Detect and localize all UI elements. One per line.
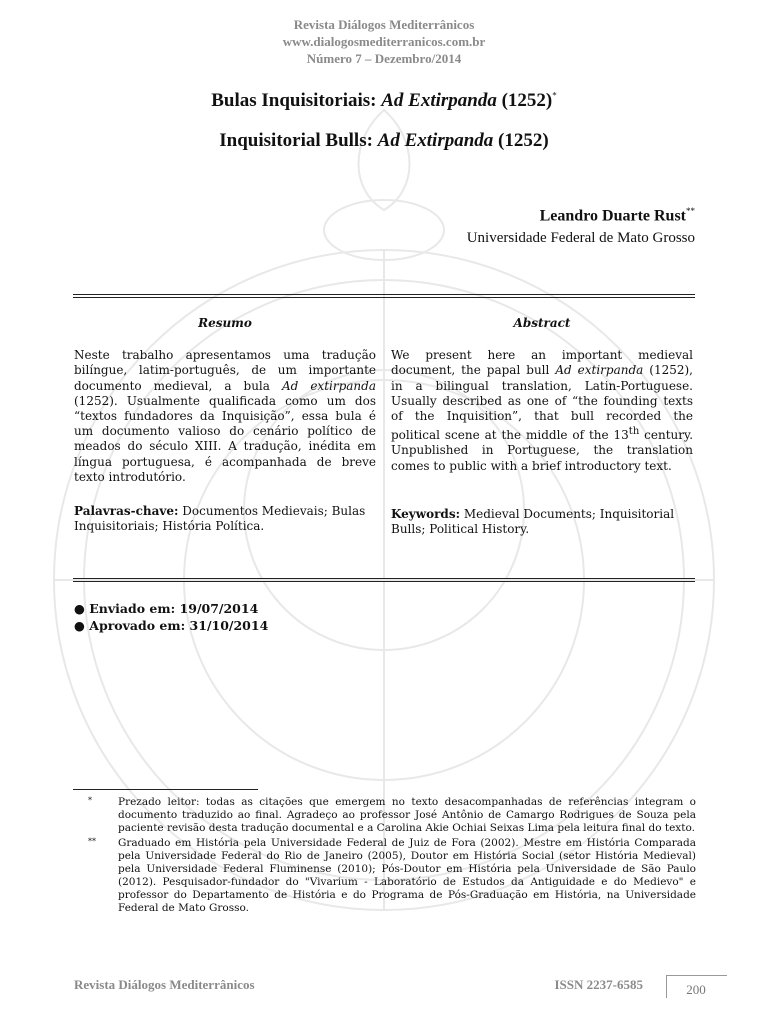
abstract-keywords	[391, 507, 693, 537]
abstract-text-italic: Ad extirpanda	[555, 363, 644, 378]
journal-issue: Número 7 – Dezembro/2014	[306, 51, 462, 66]
abstract-text-b: (1252), in a bilingual translation, Latin-Portuguese. Usually described as one of “the founding texts of the Inquisition”, that bull recorded the political scene at the middle of the 13	[391, 363, 693, 443]
page-number: 200	[686, 982, 706, 997]
top-divider	[73, 294, 695, 295]
footer-journal-name: Revista Diálogos Mediterrânicos	[74, 977, 255, 992]
footnote-text: Prezado leitor: todas as citações que emergem no texto desacompanhadas de referências integram o documento traduzido ao final. Agradeço ao professor José Antônio de Camargo Rodrigues de Souza pela paciente revisão desta tradução documental e a Carolina Akie Ochiai Seixas Lima pela leitura final do texto.	[118, 796, 696, 834]
abstract-heading: Abstract	[513, 316, 571, 330]
title-pt-main: Bulas Inquisitoriais:	[211, 90, 382, 111]
journal-name: Revista Diálogos Mediterrânicos	[293, 17, 475, 32]
resumo-keywords-text: Documentos Medievais; Bulas Inquisitoriais; História Política.	[74, 504, 366, 534]
submission-dates	[74, 600, 268, 634]
title-english	[0, 130, 768, 152]
footer-issn: ISSN 2237-6585	[554, 977, 643, 992]
bottom-divider	[73, 578, 695, 579]
title-portuguese	[0, 90, 768, 112]
journal-header	[0, 16, 768, 67]
abstract-text	[391, 348, 693, 474]
top-divider-double	[73, 297, 695, 298]
resumo-column	[74, 316, 376, 534]
abstract-text-sup: th	[628, 426, 640, 438]
footnote-item	[88, 796, 696, 835]
abstract-keywords-text: Medieval Documents; Inquisitorial Bulls; Political History.	[391, 506, 675, 537]
title-en-italic: Ad Extirpanda	[377, 130, 494, 151]
footnote-mark: *	[88, 796, 92, 805]
abstract-column	[391, 316, 693, 537]
resumo-text-a: Neste trabalho apresentamos uma tradução bilíngue, latim-português, de um importante documento medieval, a bula	[74, 348, 376, 393]
footnotes	[88, 796, 696, 917]
resumo-text	[74, 348, 376, 485]
sent-date: ● Enviado em: 19/07/2014	[74, 601, 259, 616]
resumo-text-italic: Ad extirpanda	[281, 378, 376, 393]
resumo-keywords-label: Palavras-chave:	[74, 504, 179, 519]
title-en-main: Inquisitorial Bulls:	[219, 130, 378, 151]
resumo-text-b: (1252). Usualmente qualificada como um dos “textos fundadores da Inquisição”, essa bula é um documento valioso do cenário político de meados do século XIII. A tradução, inédita em língua portuguesa, é acompanhada de breve texto introdutório.	[74, 393, 376, 484]
footnote-item	[88, 837, 696, 915]
title-pt-year: (1252)	[496, 90, 553, 111]
title-en-year: (1252)	[493, 130, 549, 151]
title-footnote-mark[interactable]: *	[552, 90, 557, 101]
resumo-heading: Resumo	[198, 316, 252, 330]
footnote-divider	[73, 789, 258, 790]
abstract-text-c: century. Unpublished in Portuguese, the translation comes to public with a brief introductory text.	[391, 428, 694, 473]
author-affiliation: Universidade Federal de Mato Grosso	[466, 230, 695, 246]
bottom-divider-double	[73, 581, 695, 582]
footnote-mark: **	[88, 837, 96, 846]
abstract-text-a: We present here an important medieval document, the papal bull	[391, 348, 693, 378]
footnote-text: Graduado em História pela Universidade Federal de Juiz de Fora (2002). Mestre em História Comparada pela Universidade Federal do Rio de Janeiro (2005), Doutor em História Social (setor História Medieval) pela Universidade Federal Fluminense (2010); Pós-Doutor em História pela Universidade de São Paulo (2012). Pesquisador-fundador do "Vivarium - Laboratório de Estudos da Antiguidade e do Medievo" e professor do Departamento de História e do Programa de Pós-Graduação em História, na Universidade Federal de Mato Grosso.	[118, 837, 696, 914]
approved-date: ● Aprovado em: 31/10/2014	[74, 618, 269, 633]
abstract-keywords-label: Keywords:	[391, 506, 461, 521]
author-name: Leandro Duarte Rust	[539, 207, 686, 225]
journal-url[interactable]: www.dialogosmediterranicos.com.br	[282, 34, 486, 49]
resumo-keywords	[74, 504, 376, 534]
author-footnote-mark[interactable]: **	[686, 206, 695, 216]
title-pt-italic: Ad Extirpanda	[381, 90, 497, 111]
author-name-line	[540, 206, 695, 225]
